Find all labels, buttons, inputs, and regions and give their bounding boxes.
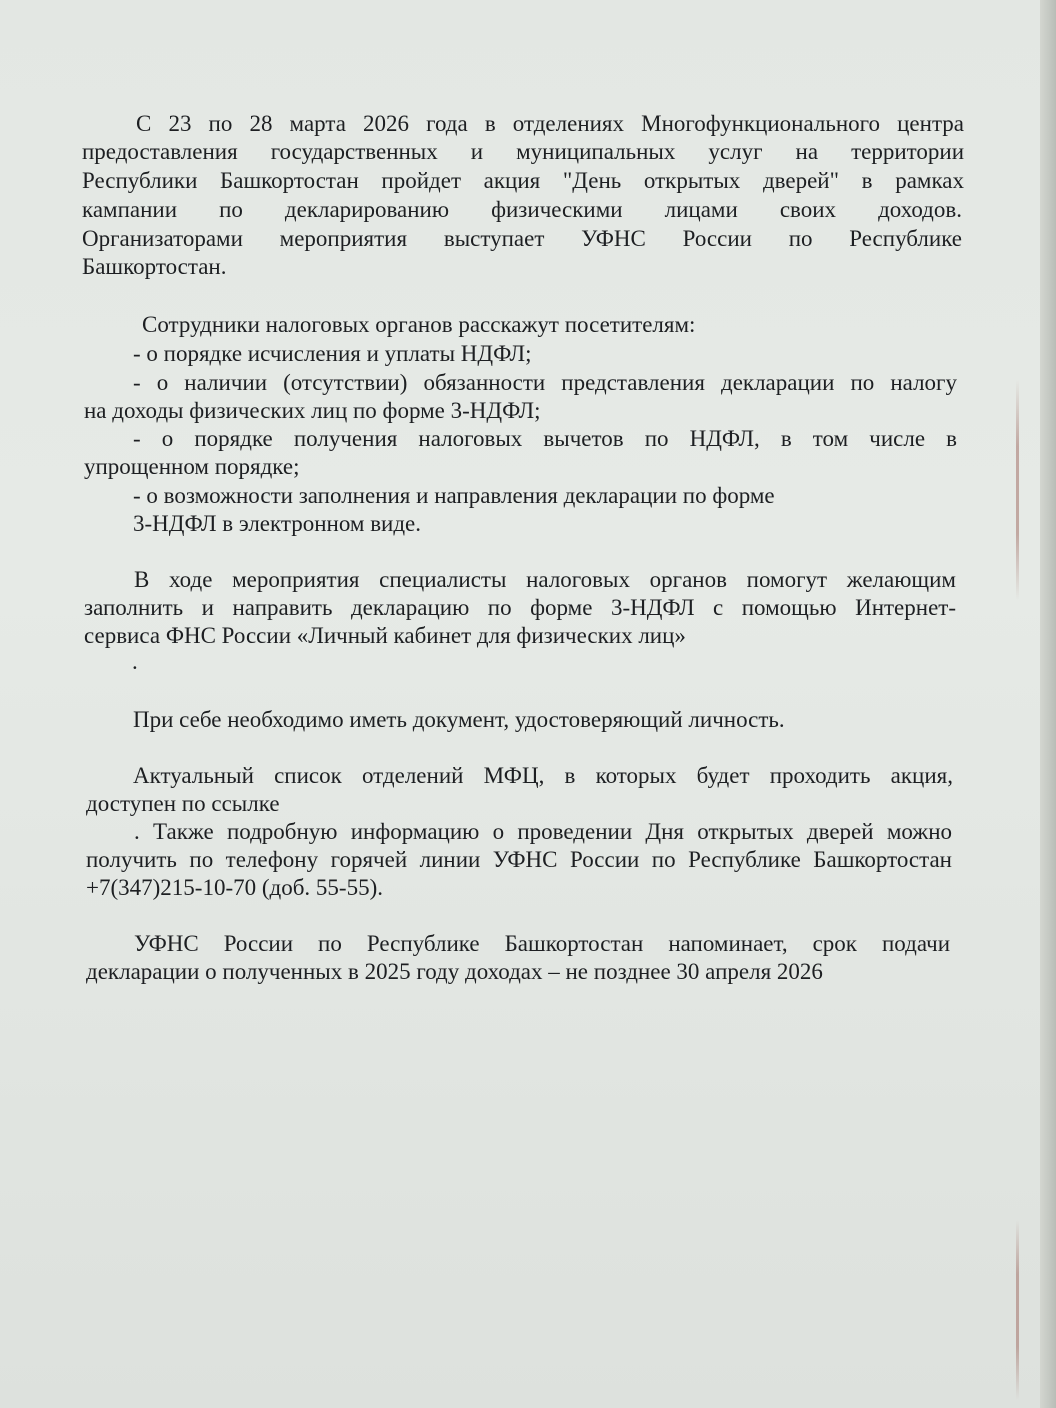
edge-shadow (1016, 380, 1019, 600)
p3-line-4: . (132, 649, 138, 674)
p2-item-2-line-1: - о наличии (отсутствии) обязанности представления декларации по налогу (133, 370, 957, 395)
p1-line-6: Башкортостан. (82, 254, 227, 279)
p5-line-1: Актуальный список отделений МФЦ, в которых будет проходить акция, (133, 763, 953, 788)
p2-item-2-line-2: на доходы физических лиц по форме 3-НДФЛ; (84, 398, 541, 423)
p5-line-4: получить по телефону горячей линии УФНС России по Республике Башкортостан (86, 847, 952, 872)
p5-line-3: . Также подробную информацию о проведении Дня открытых дверей можно (134, 819, 952, 844)
p1-line-3: Республики Башкортостан пройдет акция "День открытых дверей" в рамках (82, 168, 964, 193)
p2-item-3-line-1: - о порядке получения налоговых вычетов по НДФЛ, в том числе в (133, 426, 957, 451)
p5-line-5: +7(347)215-10-70 (доб. 55-55). (86, 875, 383, 900)
p2-item-4-line-1: - о возможности заполнения и направления декларации по форме (133, 483, 775, 508)
p1-line-2: предоставления государственных и муниципальных услуг на территории (82, 139, 964, 164)
p3-line-1: В ходе мероприятия специалисты налоговых органов помогут желающим (134, 567, 956, 592)
sheet-edge (1040, 0, 1056, 1408)
edge-shadow (1016, 1220, 1019, 1400)
p5-line-2: доступен по ссылке (86, 791, 280, 816)
p6-line-1: УФНС России по Республике Башкортостан напоминает, срок подачи (134, 931, 950, 956)
p1-line-5: Организаторами мероприятия выступает УФНС России по Республике (82, 226, 962, 251)
p2-item-3-line-2: упрощенном порядке; (84, 454, 300, 479)
p2-item-4-line-2: 3-НДФЛ в электронном виде. (133, 511, 422, 536)
p2-item-1: - о порядке исчисления и уплаты НДФЛ; (133, 341, 532, 366)
p2-intro: Сотрудники налоговых органов расскажут посетителям: (142, 312, 696, 337)
p6-line-2: декларации о полученных в 2025 году доходах – не позднее 30 апреля 2026 (86, 959, 823, 984)
p3-line-3: сервиса ФНС России «Личный кабинет для физических лиц» (84, 623, 686, 648)
p4-line-1: При себе необходимо иметь документ, удостоверяющий личность. (133, 707, 785, 732)
p1-line-4: кампании по декларированию физическими лицами своих доходов. (82, 197, 962, 222)
p1-line-1: С 23 по 28 марта 2026 года в отделениях Многофункционального центра (136, 111, 964, 136)
p3-line-2: заполнить и направить декларацию по форме 3-НДФЛ с помощью Интернет- (84, 595, 956, 620)
